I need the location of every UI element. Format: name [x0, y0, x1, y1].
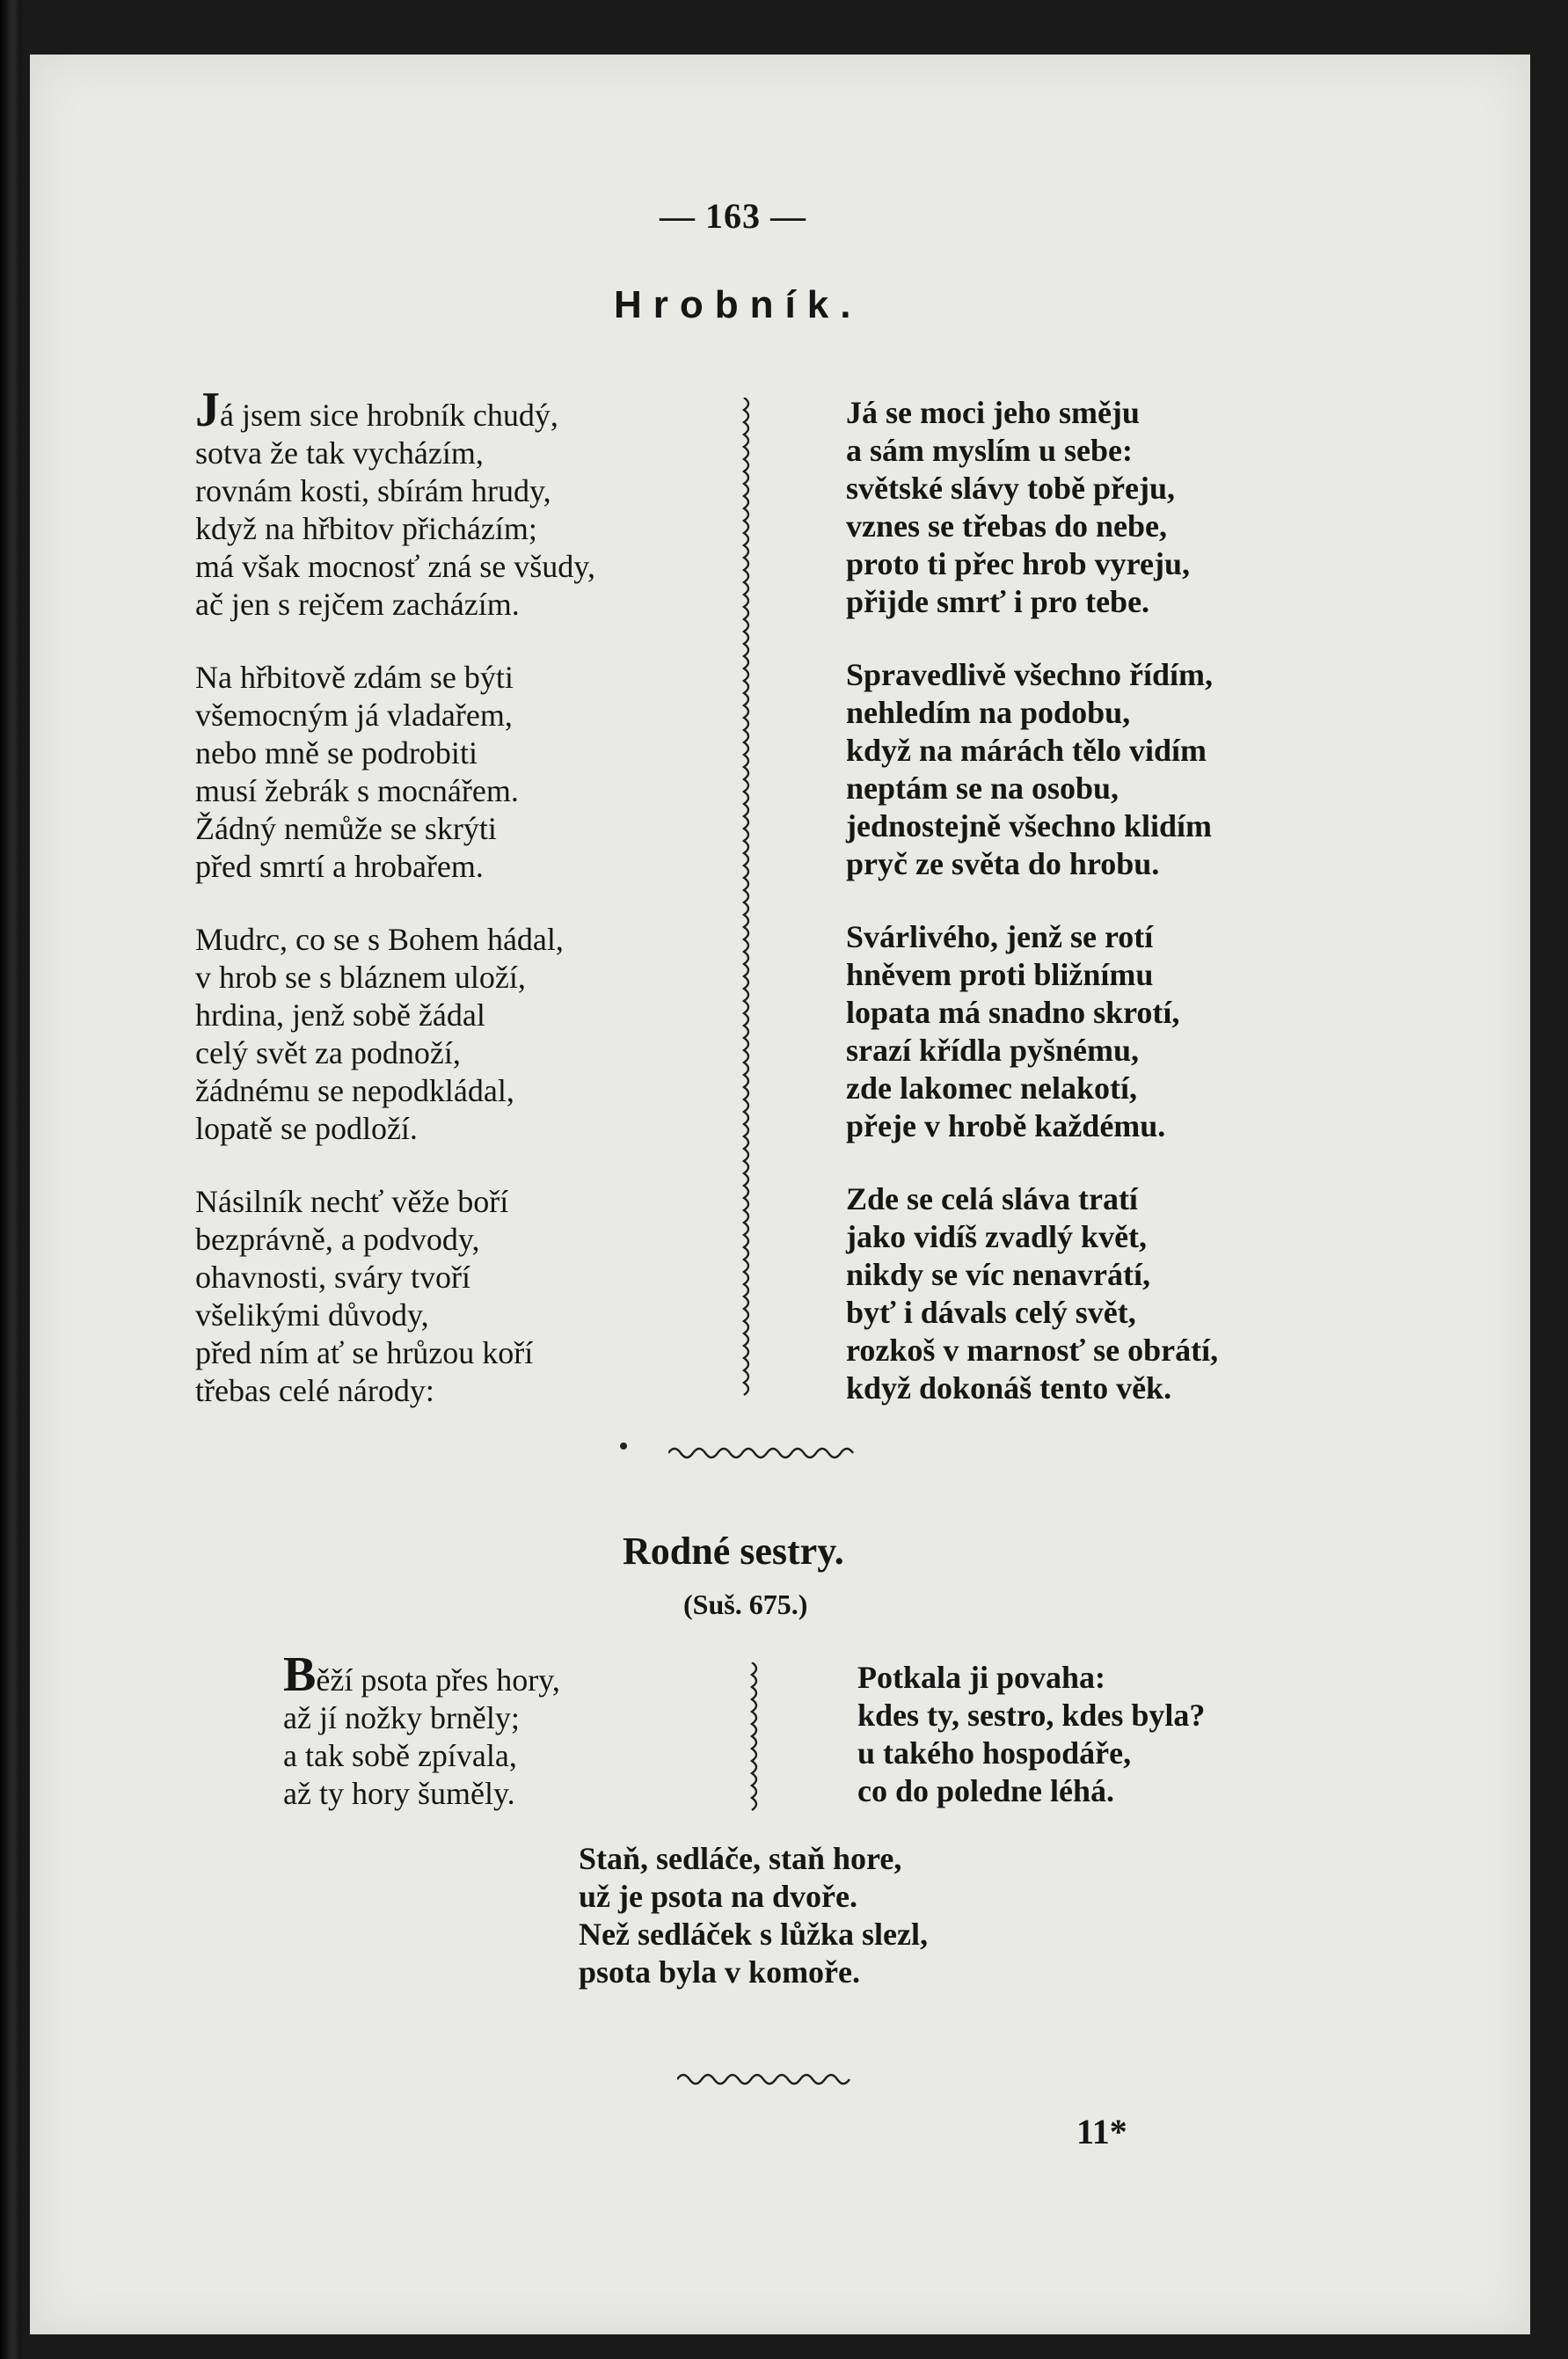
- ornament-dot: [620, 1442, 627, 1450]
- verse-line: když dokonáš tento věk.: [846, 1370, 1172, 1406]
- verse-line: žádnému se nepodkládal,: [195, 1073, 514, 1108]
- verse-line: jednostejně všechno klidím: [846, 808, 1213, 844]
- verse-line: před smrtí a hrobařem.: [195, 849, 484, 884]
- poem1-column-divider: [735, 398, 762, 1400]
- verse-line: až ty hory šuměly.: [283, 1776, 515, 1811]
- verse-line: u takého hospodáře,: [857, 1735, 1132, 1771]
- verse-line: Spravedlivě všechno řídím,: [846, 657, 1214, 692]
- verse-line: a sám myslím u sebe:: [846, 433, 1133, 468]
- verse-line: přijde smrť i pro tebe.: [846, 584, 1150, 619]
- page-number-header: — 163 —: [660, 196, 806, 236]
- verse-line: Na hřbitově zdám se býti: [195, 660, 514, 695]
- verse-line: [283, 1647, 560, 1702]
- stanza: [857, 1659, 1205, 1810]
- verse-line: třebas celé národy:: [195, 1373, 434, 1408]
- verse-line: všelikými důvody,: [195, 1297, 429, 1333]
- verse-line: Než sedláček s lůžka slezl,: [579, 1917, 928, 1952]
- verse-line: bezprávně, a podvody,: [195, 1222, 480, 1257]
- verse-line: před ním ať se hrůzou koří: [195, 1335, 534, 1370]
- drop-cap-letter: J: [195, 383, 220, 437]
- verse-line: až jí nožky brněly;: [283, 1700, 520, 1735]
- verse-line: celý svět za podnoží,: [195, 1035, 461, 1070]
- verse-line: když na márách tělo vidím: [846, 733, 1207, 768]
- verse-line: přeje v hrobě každému.: [846, 1108, 1166, 1143]
- verse-line-rest: ěží psota přes hory,: [316, 1662, 560, 1698]
- verse-line: má však mocnosť zná se všudy,: [195, 549, 595, 584]
- verse-line: Násilník nechť věže boří: [195, 1184, 509, 1219]
- verse-line: Potkala ji povaha:: [857, 1660, 1106, 1695]
- poem2-right-column: [857, 1659, 1205, 1845]
- verse-line: rozkoš v marnosť se obrátí,: [846, 1333, 1219, 1368]
- poem2-final-stanza: [579, 1840, 928, 2027]
- signature-mark: 11*: [1076, 2112, 1127, 2151]
- verse-line: sotva že tak vycházím,: [195, 435, 484, 471]
- verse-line: ač jen s rejčem zacházím.: [195, 587, 520, 622]
- verse-line: Zde se celá sláva tratí: [846, 1181, 1138, 1216]
- stanza: [579, 1840, 928, 1991]
- verse-line: Žádný nemůže se skrýti: [195, 811, 497, 846]
- verse-line: psota byla v komoře.: [579, 1954, 861, 1990]
- verse-line: když na hřbitov přicházím;: [195, 511, 537, 546]
- verse-line: srazí křídla pyšnému,: [846, 1033, 1140, 1068]
- verse-line: Mudrc, co se s Bohem hádal,: [195, 922, 564, 957]
- verse-line: proto ti přec hrob vyreju,: [846, 546, 1190, 581]
- stanza: [195, 921, 595, 1148]
- verse-line: už je psota na dvoře.: [579, 1879, 857, 1914]
- verse-line: byť i dávals celý svět,: [846, 1295, 1136, 1330]
- ornament-wave-2: [677, 2069, 862, 2090]
- drop-cap-letter: B: [283, 1647, 317, 1702]
- verse-line: všemocným já vladařem,: [195, 697, 513, 733]
- verse-line: zde lakomec nelakotí,: [846, 1070, 1137, 1106]
- poem-title-hrobnik: Hrobník.: [614, 283, 863, 326]
- verse-line-rest: á jsem sice hrobník chudý,: [220, 398, 558, 433]
- stanza: [846, 656, 1218, 883]
- poem1-left-column: [195, 383, 595, 1445]
- verse-line: vznes se třebas do nebe,: [846, 508, 1167, 544]
- verse-line: Staň, sedláče, staň hore,: [579, 1841, 902, 1876]
- stanza: [195, 1183, 595, 1410]
- verse-line: v hrob se s bláznem uloží,: [195, 960, 526, 995]
- stanza: [195, 659, 595, 886]
- stanza: [846, 1180, 1218, 1407]
- verse-line: pryč ze světa do hrobu.: [846, 846, 1160, 881]
- poem-title-rodne-sestry: Rodné sestry.: [623, 1530, 844, 1573]
- verse-line: co do poledne léhá.: [857, 1773, 1115, 1808]
- verse-line: kdes ty, sestro, kdes byla?: [857, 1698, 1206, 1733]
- verse-line: rovnám kosti, sbírám hrudy,: [195, 473, 551, 508]
- verse-line: hrdina, jenž sobě žádal: [195, 997, 485, 1033]
- verse-line: neptám se na osobu,: [846, 771, 1119, 806]
- verse-line: nebo mně se podrobiti: [195, 735, 478, 771]
- verse-line: Já se moci jeho směju: [846, 395, 1140, 430]
- book-spine: [0, 0, 21, 2359]
- verse-line: nikdy se víc nenavrátí,: [846, 1257, 1151, 1292]
- poem-subtitle: (Suš. 675.): [683, 1588, 808, 1620]
- verse-line: ohavnosti, sváry tvoří: [195, 1260, 470, 1295]
- verse-line: a tak sobě zpívala,: [283, 1738, 517, 1773]
- verse-line: lopatě se podloží.: [195, 1111, 418, 1146]
- verse-line: nehledím na podobu,: [846, 695, 1131, 730]
- stanza: [846, 394, 1218, 621]
- verse-line: hněvem proti bližnímu: [846, 957, 1154, 992]
- ornament-wave-1: [668, 1442, 862, 1464]
- verse-line: jako vidíš zvadlý květ,: [846, 1219, 1148, 1254]
- verse-line: Svárlivého, jenž se rotí: [846, 919, 1154, 954]
- verse-line: světské slávy tobě přeju,: [846, 471, 1175, 506]
- verse-line: lopata má snadno skrotí,: [846, 995, 1180, 1030]
- poem2-left-column: [283, 1647, 560, 1848]
- poem1-right-column: [846, 394, 1218, 1442]
- poem2-column-divider: [743, 1662, 769, 1814]
- stanza: [846, 918, 1218, 1145]
- verse-line: [195, 383, 595, 437]
- verse-line: musí žebrák s mocnářem.: [195, 773, 519, 808]
- stanza: [283, 1647, 560, 1813]
- stanza: [195, 383, 595, 624]
